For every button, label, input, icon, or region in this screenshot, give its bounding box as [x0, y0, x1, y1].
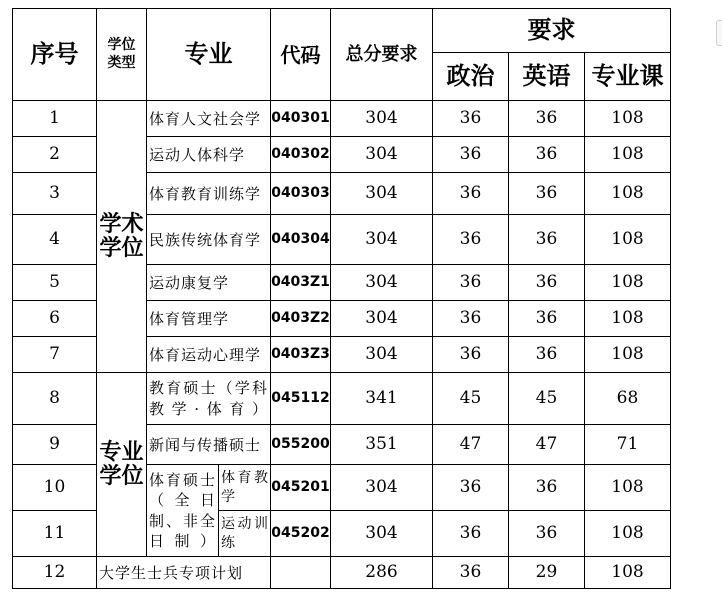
cell-course: 71: [585, 425, 671, 465]
cell-major: 大学生士兵专项计划: [97, 557, 271, 589]
cell-english: 36: [509, 511, 585, 557]
cell-code: 0403Z3: [271, 337, 331, 373]
cell-total: 304: [331, 173, 433, 215]
cell-english: 47: [509, 425, 585, 465]
cell-politics: 45: [433, 373, 509, 425]
cell-politics: 36: [433, 511, 509, 557]
header-code: 代码: [271, 9, 331, 101]
cell-english: 36: [509, 173, 585, 215]
cell-course: 108: [585, 511, 671, 557]
cell-politics: 36: [433, 557, 509, 589]
cell-total: 304: [331, 215, 433, 265]
cell-seq: 10: [13, 465, 97, 511]
cell-code: 045202: [271, 511, 331, 557]
cell-total: 341: [331, 373, 433, 425]
cell-total: 351: [331, 425, 433, 465]
cell-seq: 6: [13, 301, 97, 337]
header-major: 专业: [147, 9, 271, 101]
cell-code: 040304: [271, 215, 331, 265]
cell-seq: 9: [13, 425, 97, 465]
degree-type-professional: 专业 学位: [97, 373, 147, 557]
cell-seq: 8: [13, 373, 97, 425]
cell-pe-master: 体育硕士（全日制、非全日制）: [147, 465, 219, 557]
cell-english: 36: [509, 465, 585, 511]
cell-seq: 5: [13, 265, 97, 301]
cell-english: 36: [509, 337, 585, 373]
cell-course: 108: [585, 101, 671, 137]
cell-total: 304: [331, 101, 433, 137]
cell-politics: 36: [433, 215, 509, 265]
cell-course: 108: [585, 265, 671, 301]
cell-course: 108: [585, 301, 671, 337]
degree-type-academic: 学术 学位: [97, 101, 147, 373]
cell-total: 304: [331, 465, 433, 511]
cell-english: 45: [509, 373, 585, 425]
header-degree-type: 学位 类型: [97, 9, 147, 101]
cell-seq: 12: [13, 557, 97, 589]
cell-total: 286: [331, 557, 433, 589]
cell-seq: 1: [13, 101, 97, 137]
cell-code: 055200: [271, 425, 331, 465]
cell-politics: 36: [433, 465, 509, 511]
table-row: [13, 557, 671, 589]
cell-course: 108: [585, 557, 671, 589]
cell-course: 108: [585, 137, 671, 173]
cell-course: 108: [585, 465, 671, 511]
cell-total: 304: [331, 265, 433, 301]
table-row: [13, 101, 671, 137]
cell-politics: 36: [433, 301, 509, 337]
cell-seq: 4: [13, 215, 97, 265]
cell-english: 36: [509, 265, 585, 301]
cell-major: 运动人体科学: [147, 137, 271, 173]
cell-politics: 36: [433, 101, 509, 137]
cell-major: 教育硕士（学科教学·体育）: [147, 373, 271, 425]
cell-course: 108: [585, 337, 671, 373]
cell-code: 0403Z1: [271, 265, 331, 301]
table-row: [13, 373, 671, 425]
header-politics: 政治: [433, 53, 509, 101]
cell-politics: 36: [433, 337, 509, 373]
header-requirement: 要求: [433, 9, 671, 53]
cell-course: 108: [585, 215, 671, 265]
cell-seq: 3: [13, 173, 97, 215]
cell-major: 体育管理学: [147, 301, 271, 337]
admission-score-table: [12, 8, 671, 589]
cell-total: 304: [331, 137, 433, 173]
cell-major: 体育人文社会学: [147, 101, 271, 137]
cell-major: 新闻与传播硕士: [147, 425, 271, 465]
header-english: 英语: [509, 53, 585, 101]
header-major-course: 专业课: [585, 53, 671, 101]
cell-english: 36: [509, 137, 585, 173]
cell-major: 运动康复学: [147, 265, 271, 301]
cell-sub-major: 体育教学: [219, 465, 271, 511]
cell-total: 304: [331, 301, 433, 337]
cell-english: 36: [509, 215, 585, 265]
cell-total: 304: [331, 511, 433, 557]
side-panel-tab[interactable]: [716, 20, 722, 46]
cell-code: 040302: [271, 137, 331, 173]
cell-total: 304: [331, 337, 433, 373]
header-total: 总分要求: [331, 9, 433, 101]
cell-code: 040303: [271, 173, 331, 215]
cell-major: 民族传统体育学: [147, 215, 271, 265]
cell-seq: 2: [13, 137, 97, 173]
cell-code: 040301: [271, 101, 331, 137]
cell-course: 68: [585, 373, 671, 425]
cell-english: 29: [509, 557, 585, 589]
admission-score-table-wrapper: [12, 8, 671, 589]
cell-code: 0403Z2: [271, 301, 331, 337]
cell-code: 045201: [271, 465, 331, 511]
cell-major: 体育教育训练学: [147, 173, 271, 215]
cell-course: 108: [585, 173, 671, 215]
cell-english: 36: [509, 301, 585, 337]
header-seq: 序号: [13, 9, 97, 101]
cell-politics: 47: [433, 425, 509, 465]
cell-seq: 11: [13, 511, 97, 557]
cell-code: [271, 557, 331, 589]
cell-politics: 36: [433, 173, 509, 215]
cell-major: 体育运动心理学: [147, 337, 271, 373]
cell-politics: 36: [433, 137, 509, 173]
cell-code: 045112: [271, 373, 331, 425]
cell-sub-major: 运动训练: [219, 511, 271, 557]
cell-english: 36: [509, 101, 585, 137]
cell-politics: 36: [433, 265, 509, 301]
cell-seq: 7: [13, 337, 97, 373]
